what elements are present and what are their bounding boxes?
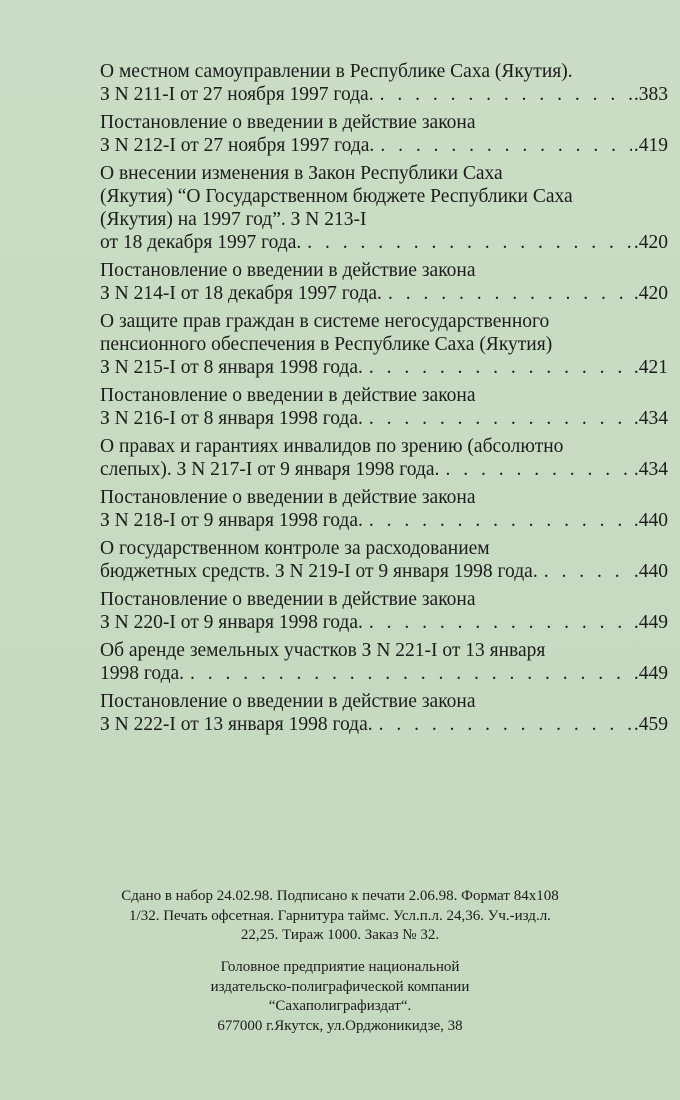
toc-page-number: .421 [633,357,668,378]
toc-page-number: .420 [633,232,668,253]
toc-page-number: .440 [633,510,668,531]
publisher-line: Головное предприятие национальной [220,959,460,975]
toc-entry-text: Постановление о введении в действие закона [100,260,476,281]
toc-entry-text: Постановление о введении в действие закона [100,691,476,712]
toc-entry [100,690,668,736]
print-imprint [40,887,640,946]
toc-entry-text: З N 216-I от 8 января 1998 года. [100,408,363,429]
toc-entry-text: О защите прав граждан в системе негосударственного [100,311,550,332]
toc-entry [100,384,668,430]
toc-leader-dots [379,713,632,736]
toc-leader-dots [369,611,632,634]
toc-leader-dots [445,458,631,481]
toc-entry-text: З N 222-I от 13 января 1998 года. [100,714,373,735]
toc-entry-text: З N 212-I от 27 ноября 1997 года. [100,135,375,156]
toc-entry-text: О правах и гарантиях инвалидов по зрению (абсолютно [100,436,564,457]
toc-entry [100,486,668,532]
toc-page-number: .383 [633,84,668,105]
table-of-contents [100,60,668,741]
toc-entry-text: Об аренде земельных участков З N 221-I от 13 января [100,640,546,661]
toc-entry [100,310,668,379]
toc-entry-text: З N 218-I от 9 января 1998 года. [100,510,363,531]
publisher-info [40,958,640,1036]
toc-entry [100,60,668,106]
toc-entry [100,162,668,254]
toc-entry-text: бюджетных средств. З N 219-I от 9 января 1998 года. [100,561,538,582]
toc-page-number: .440 [633,561,668,582]
toc-entry-text: О внесении изменения в Закон Республики Саха [100,163,503,184]
toc-entry-text: З N 215-I от 8 января 1998 года. [100,357,363,378]
toc-leader-dots [369,407,632,430]
publisher-line: издательско-полиграфической компании [210,978,470,995]
publisher-address: 677000 г.Якутск, ул.Орджоникидзе, 38 [217,1017,463,1034]
toc-leader-dots [369,509,632,532]
toc-page-number: .434 [633,459,668,480]
toc-entry-text: З N 220-I от 9 января 1998 года. [100,612,363,633]
toc-leader-dots [544,560,632,583]
toc-leader-dots [380,134,632,157]
imprint-line: 1/32. Печать офсетная. Гарнитура таймс. Усл.п.л. 24,36. Уч.-изд.л. [129,907,551,924]
toc-page-number: .459 [633,714,668,735]
toc-entry [100,537,668,583]
publisher-line: “Сахаполиграфиздат“. [268,998,412,1014]
toc-leader-dots [388,282,632,305]
toc-entry [100,588,668,634]
toc-leader-dots [307,231,632,254]
toc-leader-dots [380,83,632,106]
toc-page-number: .449 [633,612,668,633]
toc-entry [100,639,668,685]
toc-entry-text: З N 211-I от 27 ноября 1997 года. [100,84,374,105]
toc-entry-text: Постановление о введении в действие закона [100,589,476,610]
imprint-line: Сдано в набор 24.02.98. Подписано к печати 2.06.98. Формат 84х108 [121,888,559,904]
toc-entry-text: (Якутия) “О Государственном бюджете Республики Саха [100,186,573,207]
toc-page-number: .434 [633,408,668,429]
toc-entry-text: Постановление о введении в действие закона [100,487,476,508]
toc-entry-text: слепых). З N 217-I от 9 января 1998 года. [100,459,440,480]
toc-entry [100,111,668,157]
toc-entry-text: (Якутия) на 1997 год”. З N 213-I [100,209,367,230]
toc-entry-text: 1998 года. [100,663,185,684]
toc-page-number: .420 [633,283,668,304]
toc-entry-text: З N 214-I от 18 декабря 1997 года. [100,283,382,304]
toc-entry [100,435,668,481]
toc-entry-text: от 18 декабря 1997 года. [100,232,302,253]
imprint-line: 22,25. Тираж 1000. Заказ № 32. [240,927,440,943]
toc-entry-text: Постановление о введении в действие закона [100,112,476,133]
toc-entry [100,259,668,305]
toc-entry-text: пенсионного обеспечения в Республике Саха (Якутия) [100,334,553,355]
toc-leader-dots [369,356,632,379]
toc-page-number: .449 [633,663,668,684]
toc-entry-text: О местном самоуправлении в Республике Саха (Якутия). [100,61,573,82]
toc-page-number: .419 [633,135,668,156]
toc-entry-text: Постановление о введении в действие закона [100,385,476,406]
toc-entry-text: О государственном контроле за расходованием [100,538,490,559]
toc-leader-dots [190,662,632,685]
